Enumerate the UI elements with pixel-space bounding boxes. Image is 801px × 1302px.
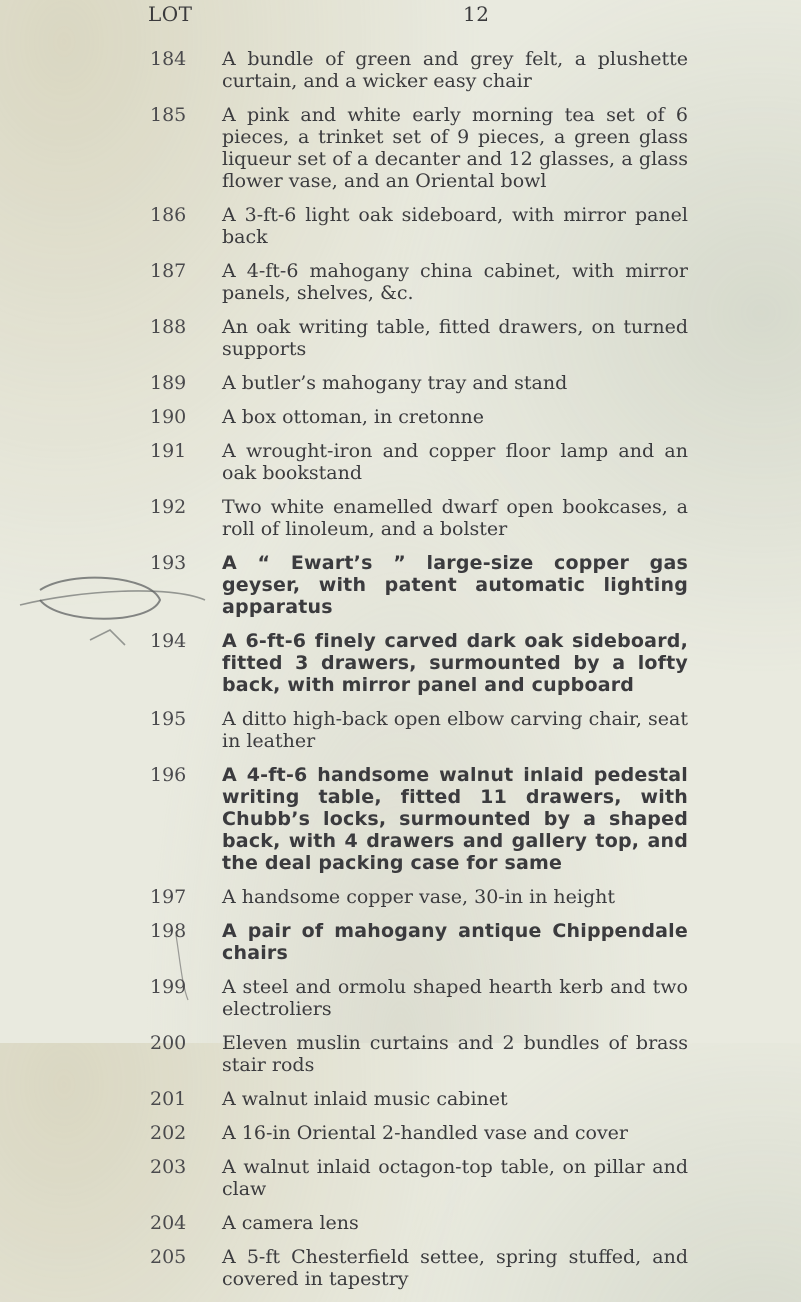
lot-number: 201 xyxy=(150,1088,187,1110)
lot-number: 202 xyxy=(150,1122,187,1144)
lot-entry xyxy=(0,552,801,618)
lot-number: 205 xyxy=(150,1246,187,1268)
lot-description: A walnut inlaid music cabinet xyxy=(222,1088,508,1110)
lot-entry xyxy=(0,1246,801,1290)
lot-number: 186 xyxy=(150,204,187,226)
lot-entry xyxy=(0,976,801,1020)
lot-description: A bundle of green and grey felt, a plushette curtain, and a wicker easy chair xyxy=(222,48,688,92)
lot-number: 194 xyxy=(150,630,187,652)
lot-entry xyxy=(0,48,801,92)
lot-description: A 3-ft-6 light oak sideboard, with mirror panel back xyxy=(222,204,688,248)
lot-entry xyxy=(0,886,801,908)
lot-description: A 5-ft Chesterfield settee, spring stuffed, and covered in tapestry xyxy=(222,1246,688,1290)
lot-entry xyxy=(0,1088,801,1110)
lot-entry xyxy=(0,1122,801,1144)
lot-number: 193 xyxy=(150,552,187,574)
lot-number: 187 xyxy=(150,260,187,282)
lot-entry xyxy=(0,496,801,540)
lot-number: 196 xyxy=(150,764,187,786)
lot-description: A camera lens xyxy=(222,1212,359,1234)
lot-number: 185 xyxy=(150,104,187,126)
lot-number: 195 xyxy=(150,708,187,730)
lot-description: Eleven muslin curtains and 2 bundles of brass stair rods xyxy=(222,1032,688,1076)
lot-entry xyxy=(0,260,801,304)
lot-entry xyxy=(0,440,801,484)
lot-description: A ditto high-back open elbow carving chair, seat in leather xyxy=(222,708,688,752)
lot-number: 197 xyxy=(150,886,187,908)
lot-description: A “ Ewart’s ” large-size copper gas geyser, with patent automatic lighting apparatus xyxy=(222,552,688,618)
lot-number: 204 xyxy=(150,1212,187,1234)
lot-description: A pink and white early morning tea set of 6 pieces, a trinket set of 9 pieces, a green glass liqueur set of a decanter and 12 glasses, a glass flower vase, and an Oriental bowl xyxy=(222,104,688,192)
lot-entry xyxy=(0,1156,801,1200)
lot-entry xyxy=(0,372,801,394)
lot-entry xyxy=(0,920,801,964)
lot-description: A 16-in Oriental 2-handled vase and cover xyxy=(222,1122,629,1144)
lot-description: A butler’s mahogany tray and stand xyxy=(222,372,568,394)
lot-number: 198 xyxy=(150,920,187,942)
lot-entry xyxy=(0,764,801,874)
page-number: 12 xyxy=(463,2,490,26)
lot-description: A box ottoman, in cretonne xyxy=(222,406,485,428)
lot-description: A pair of mahogany antique Chippendale chairs xyxy=(222,920,688,964)
lot-description: A handsome copper vase, 30-in in height xyxy=(222,886,616,908)
lot-entry xyxy=(0,316,801,360)
lot-number: 191 xyxy=(150,440,187,462)
lot-description: A steel and ormolu shaped hearth kerb and two electroliers xyxy=(222,976,688,1020)
lot-column-header: LOT xyxy=(148,2,193,26)
lot-description: Two white enamelled dwarf open bookcases, a roll of linoleum, and a bolster xyxy=(222,496,688,540)
lot-entry xyxy=(0,406,801,428)
lot-description: A 4-ft-6 handsome walnut inlaid pedestal writing table, fitted 11 drawers, with Chubb’s locks, surmounted by a shaped back, with 4 drawers and gallery top, and the deal packing case for same xyxy=(222,764,688,874)
lot-entry xyxy=(0,1032,801,1076)
lot-entry xyxy=(0,104,801,192)
lot-description: A wrought-iron and copper floor lamp and an oak bookstand xyxy=(222,440,688,484)
lot-number: 199 xyxy=(150,976,187,998)
lot-number: 200 xyxy=(150,1032,187,1054)
lot-description: A 6-ft-6 finely carved dark oak sideboard, fitted 3 drawers, surmounted by a lofty back, with mirror panel and cupboard xyxy=(222,630,688,696)
lot-description: A walnut inlaid octagon-top table, on pillar and claw xyxy=(222,1156,688,1200)
lot-number: 192 xyxy=(150,496,187,518)
lot-number: 184 xyxy=(150,48,187,70)
lot-entry xyxy=(0,204,801,248)
lot-number: 189 xyxy=(150,372,187,394)
lot-description: An oak writing table, fitted drawers, on turned supports xyxy=(222,316,688,360)
lot-entry xyxy=(0,630,801,696)
lot-number: 188 xyxy=(150,316,187,338)
lot-number: 203 xyxy=(150,1156,187,1178)
lot-description: A 4-ft-6 mahogany china cabinet, with mirror panels, shelves, &c. xyxy=(222,260,688,304)
lot-entry xyxy=(0,1212,801,1234)
lot-list xyxy=(0,48,801,1302)
lot-entry xyxy=(0,708,801,752)
lot-number: 190 xyxy=(150,406,187,428)
